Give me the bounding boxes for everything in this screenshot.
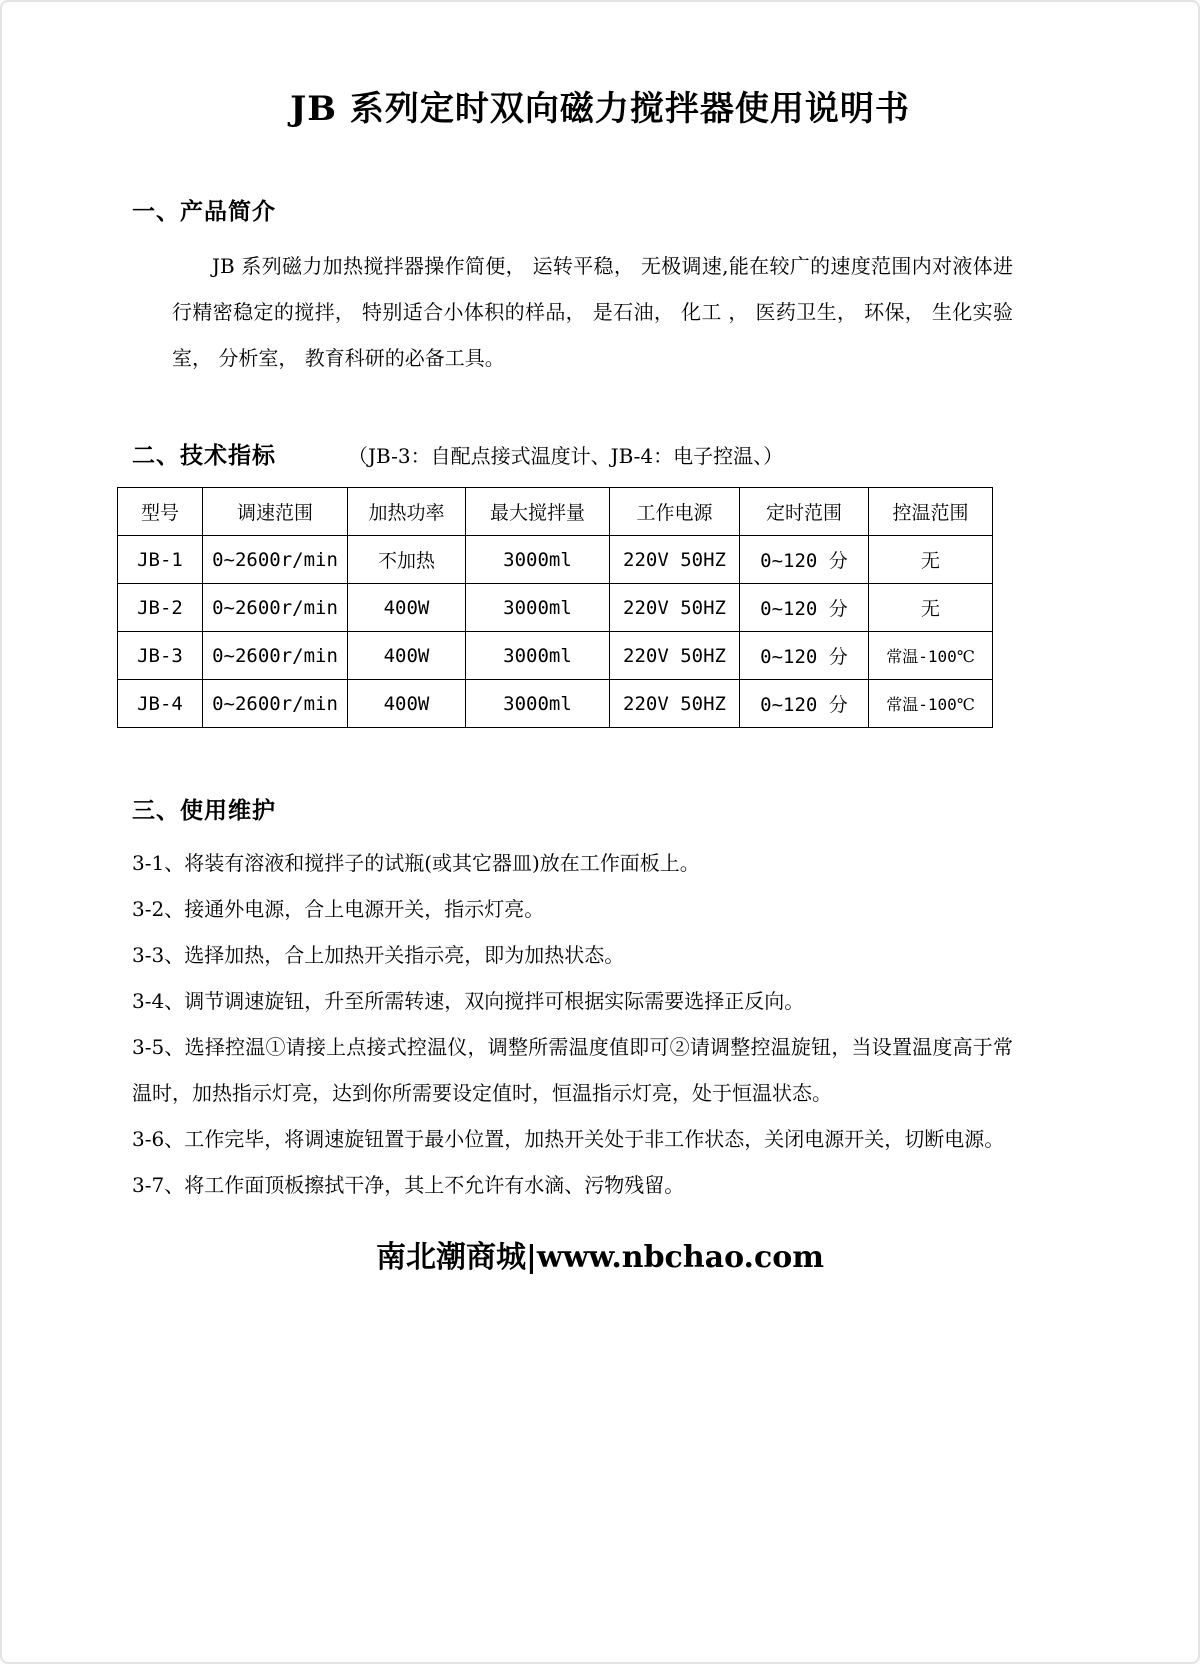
specs-row-jb2 [118,584,993,632]
specs-header-heating-power: 加热功率 [348,488,466,536]
spec-cell: 400W [348,680,466,728]
spec-cell: JB-3 [118,632,203,680]
spec-cell: 220V 50HZ [610,584,740,632]
specs-row-jb1 [118,536,993,584]
spec-cell: 3000ml [466,536,610,584]
specs-header-temp-range: 控温范围 [869,488,993,536]
document-title: JB 系列定时双向磁力搅拌器使用说明书 [290,89,910,129]
specs-header-max-volume: 最大搅拌量 [466,488,610,536]
spec-cell: 220V 50HZ [610,536,740,584]
spec-cell: 0~2600r/min [203,536,348,584]
maintenance-item-4: 3-4、调节调速旋钮，升至所需转速，双向搅拌可根据实际需要选择正反向。 [132,989,805,1013]
spec-cell: 0~2600r/min [203,680,348,728]
spec-cell: 常温-100℃ [869,632,993,680]
section-intro-heading: 一、产品简介 [132,198,276,225]
spec-cell: JB-2 [118,584,203,632]
maintenance-item-2: 3-2、接通外电源，合上电源开关，指示灯亮。 [132,897,545,921]
section-specs-heading [132,441,1013,471]
specs-header-timer-range: 定时范围 [740,488,869,536]
specs-header-speed-range: 调速范围 [203,488,348,536]
spec-cell: 0~120 分 [740,632,869,680]
specs-header-power-supply: 工作电源 [610,488,740,536]
spec-cell: 400W [348,584,466,632]
spec-cell: 0~120 分 [740,536,869,584]
maintenance-item-6: 3-6、工作完毕，将调速旋钮置于最小位置，加热开关处于非工作状态，关闭电源开关，切断电源。 [132,1127,1005,1151]
footer-branding: 南北潮商城|www.nbchao.com [375,1240,825,1275]
spec-cell: 0~120 分 [740,584,869,632]
spec-cell: 400W [348,632,466,680]
maintenance-list [132,840,1013,1208]
section-maintenance-heading: 三、使用维护 [132,797,276,824]
spec-cell: 3000ml [466,680,610,728]
intro-paragraph: JB 系列磁力加热搅拌器操作简便， 运转平稳， 无极调速,能在较广的速度范围内对液体进行精密稳定的搅拌， 特别适合小体积的样品， 是石油， 化工 ， 医药卫生， 环保， 生化实验室， 分析室， 教育科研的必备工具。 [172,254,1013,370]
spec-cell: 3000ml [466,632,610,680]
spec-cell: 0~2600r/min [203,584,348,632]
spec-cell: 220V 50HZ [610,632,740,680]
spec-cell: 无 [869,536,993,584]
specs-header-model: 型号 [118,488,203,536]
spec-cell: JB-1 [118,536,203,584]
specs-row-jb4 [118,680,993,728]
specs-table [117,487,993,728]
spec-cell: 常温-100℃ [869,680,993,728]
specs-heading-note: （JB-3：自配点接式温度计、JB-4：电子控温、） [348,444,784,468]
document-page [2,2,1198,1276]
spec-cell: 3000ml [466,584,610,632]
spec-cell: 无 [869,584,993,632]
specs-heading-label: 二、技术指标 [132,442,276,469]
specs-row-jb3 [118,632,993,680]
spec-cell: 220V 50HZ [610,680,740,728]
spec-cell: 不加热 [348,536,466,584]
spec-cell: 0~120 分 [740,680,869,728]
maintenance-item-1: 3-1、将装有溶液和搅拌子的试瓶(或其它器皿)放在工作面板上。 [132,851,700,875]
maintenance-item-3: 3-3、选择加热，合上加热开关指示亮，即为加热状态。 [132,943,625,967]
spec-cell: 0~2600r/min [203,632,348,680]
spec-cell: JB-4 [118,680,203,728]
maintenance-item-7: 3-7、将工作面顶板擦拭干净，其上不允许有水滴、污物残留。 [132,1173,685,1197]
maintenance-item-5: 3-5、选择控温①请接上点接式控温仪，调整所需温度值即可②请调整控温旋钮，当设置温度高于常温时，加热指示灯亮，达到你所需要设定值时，恒温指示灯亮，处于恒温状态。 [132,1035,1013,1105]
specs-table-header-row [118,488,993,536]
